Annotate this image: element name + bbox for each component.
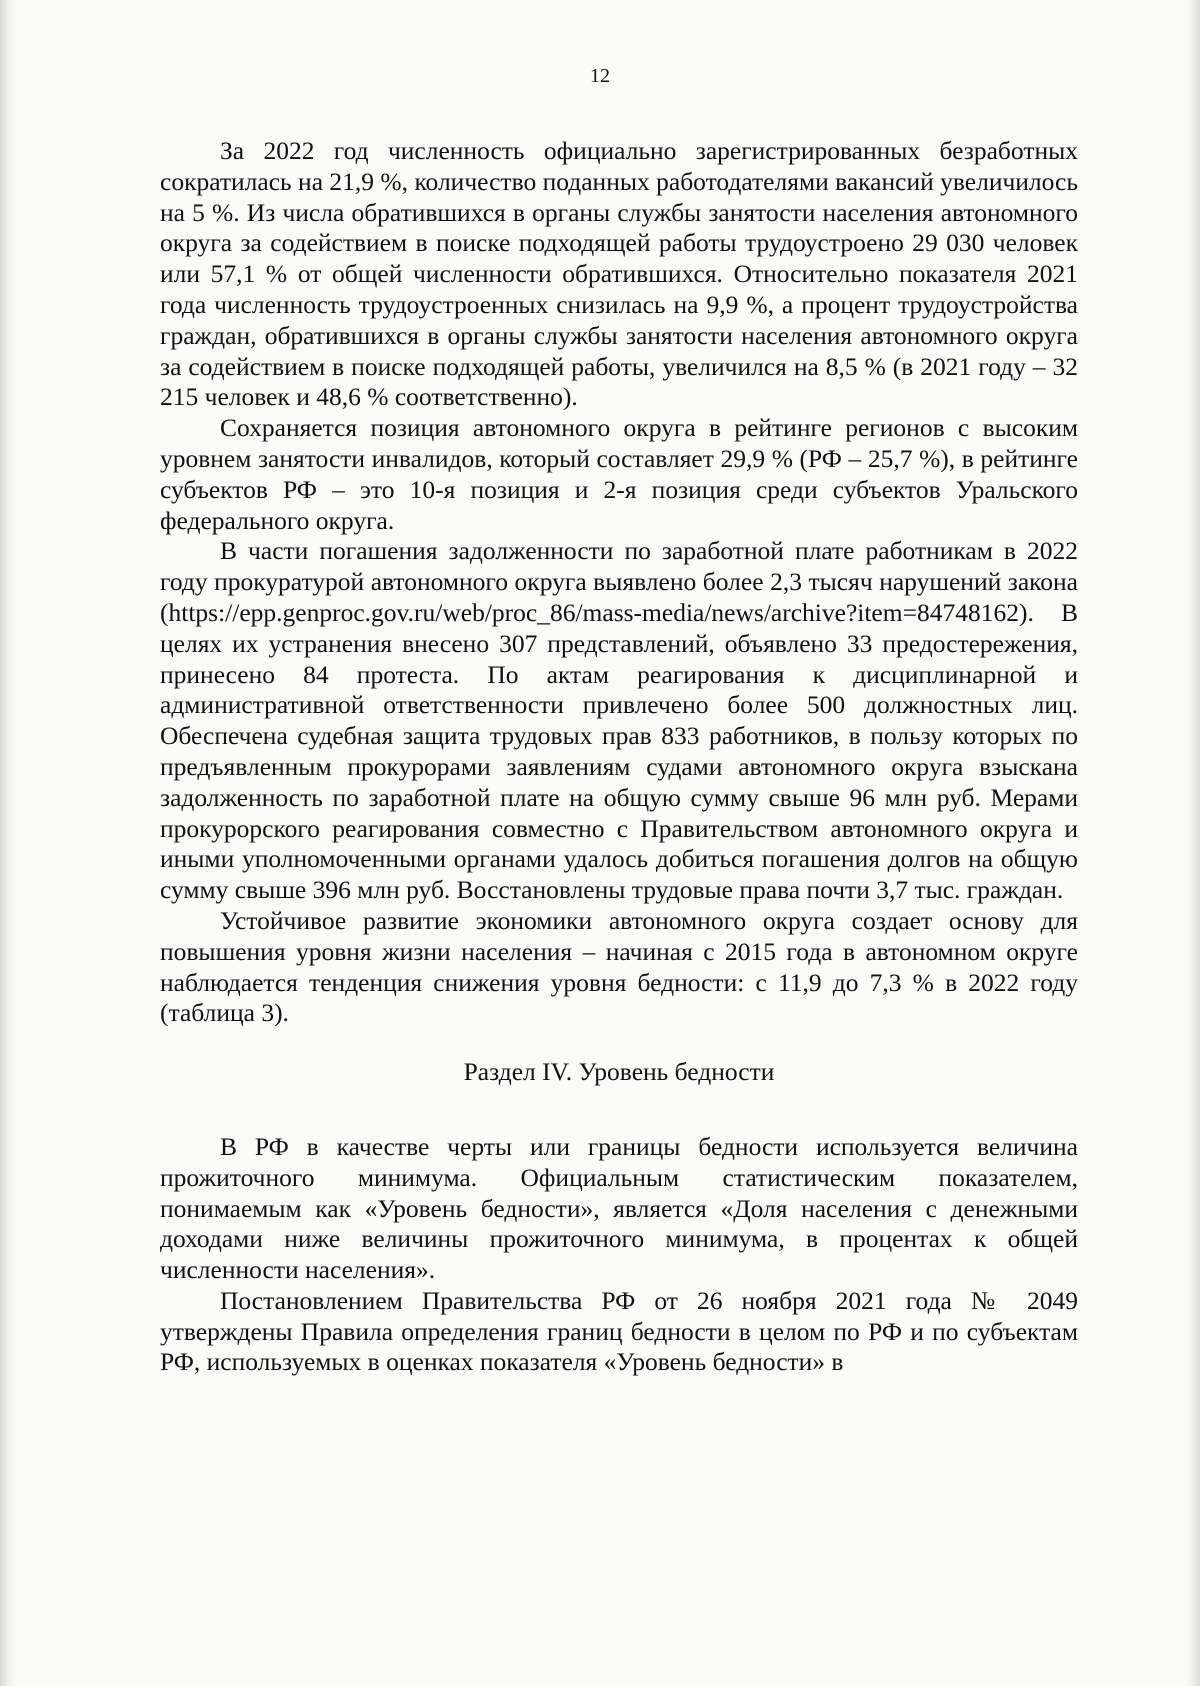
document-body — [160, 136, 1078, 1378]
scan-edge-right — [1186, 0, 1200, 1686]
paragraph-poverty-definition: В РФ в качестве черты или границы бедности используется величина прожиточного минимума. Официальным статистическим показателем, понимаемым как «Уровень бедности», является «Доля населения с денежными доходами ниже величины прожиточного минимума, в процентах к общей численности населения». — [160, 1131, 1078, 1285]
paragraph-government-decree: Постановлением Правительства РФ от 26 ноября 2021 года № 2049 утверждены Правила определения границ бедности в целом по РФ и по субъектам РФ, используемых в оценках показателя «Уровень бедности» в — [160, 1285, 1078, 1377]
prosecutor-news-link[interactable]: (https://epp.genproc.gov.ru/web/proc_86/mass-media/news/archive?item=84748162). — [160, 597, 1034, 627]
paragraph-disability-employment: Сохраняется позиция автономного округа в рейтинге регионов с высоким уровнем занятости инвалидов, который составляет 29,9 % (РФ – 25,7 %), в рейтинге субъектов РФ – это 10-я позиция и 2-я позиция среди субъектов Уральского федерального округа. — [160, 413, 1078, 535]
scan-edge-left — [0, 0, 16, 1686]
wage-debt-text-start: В части погашения задолженности по заработной плате работникам в 2022 году прокуратурой автономного округа выявлено более 2,3 тысяч нарушений закона — [160, 536, 1078, 597]
paragraph-wage-debt — [160, 536, 1078, 906]
section-heading: Раздел IV. Уровень бедности — [463, 1057, 775, 1087]
paragraph-economy: Устойчивое развитие экономики автономного округа создает основу для повышения уровня жизни населения – начиная с 2015 года в автономном округе наблюдается тенденция снижения уровня бедности: с 11,9 до 7,3 % в 2022 году (таблица 3). — [160, 905, 1078, 1028]
wage-debt-text-end: В целях их устранения внесено 307 представлений, объявлено 33 предостережения, принесено 84 протеста. По актам реагирования к дисциплинарной и административной ответственности привлечено более 500 должностных лиц. Обеспечена судебная защита трудовых прав 833 работников, в пользу которых по предъявленным прокурорами заявлениям судами автономного округа взыскана задолженность по заработной плате на общую сумму свыше 96 млн руб. Мерами прокурорского реагирования совместно с Правительством автономного округа и иными уполномоченными органами удалось добиться погашения долгов на общую сумму свыше 396 млн руб. Восстановлены трудовые права почти 3,7 тыс. граждан. — [160, 597, 1078, 905]
paragraph-unemployment: За 2022 год численность официально зарегистрированных безработных сократилась на 21,9 %, количество поданных работодателями вакансий увеличилось на 5 %. Из числа обратившихся в органы службы занятости населения автономного округа за содействием в поиске подходящей работы трудоустроено 29 030 человек или 57,1 % от общей численности обратившихся. Относительно показателя 2021 года численность трудоустроенных снизилась на 9,9 %, а процент трудоустройства граждан, обратившихся в органы службы занятости населения автономного округа за содействием в поиске подходящей работы, увеличился на 8,5 % (в 2021 году – 32 215 человек и 48,6 % соответственно). — [160, 136, 1078, 412]
page-number: 12 — [590, 65, 610, 87]
